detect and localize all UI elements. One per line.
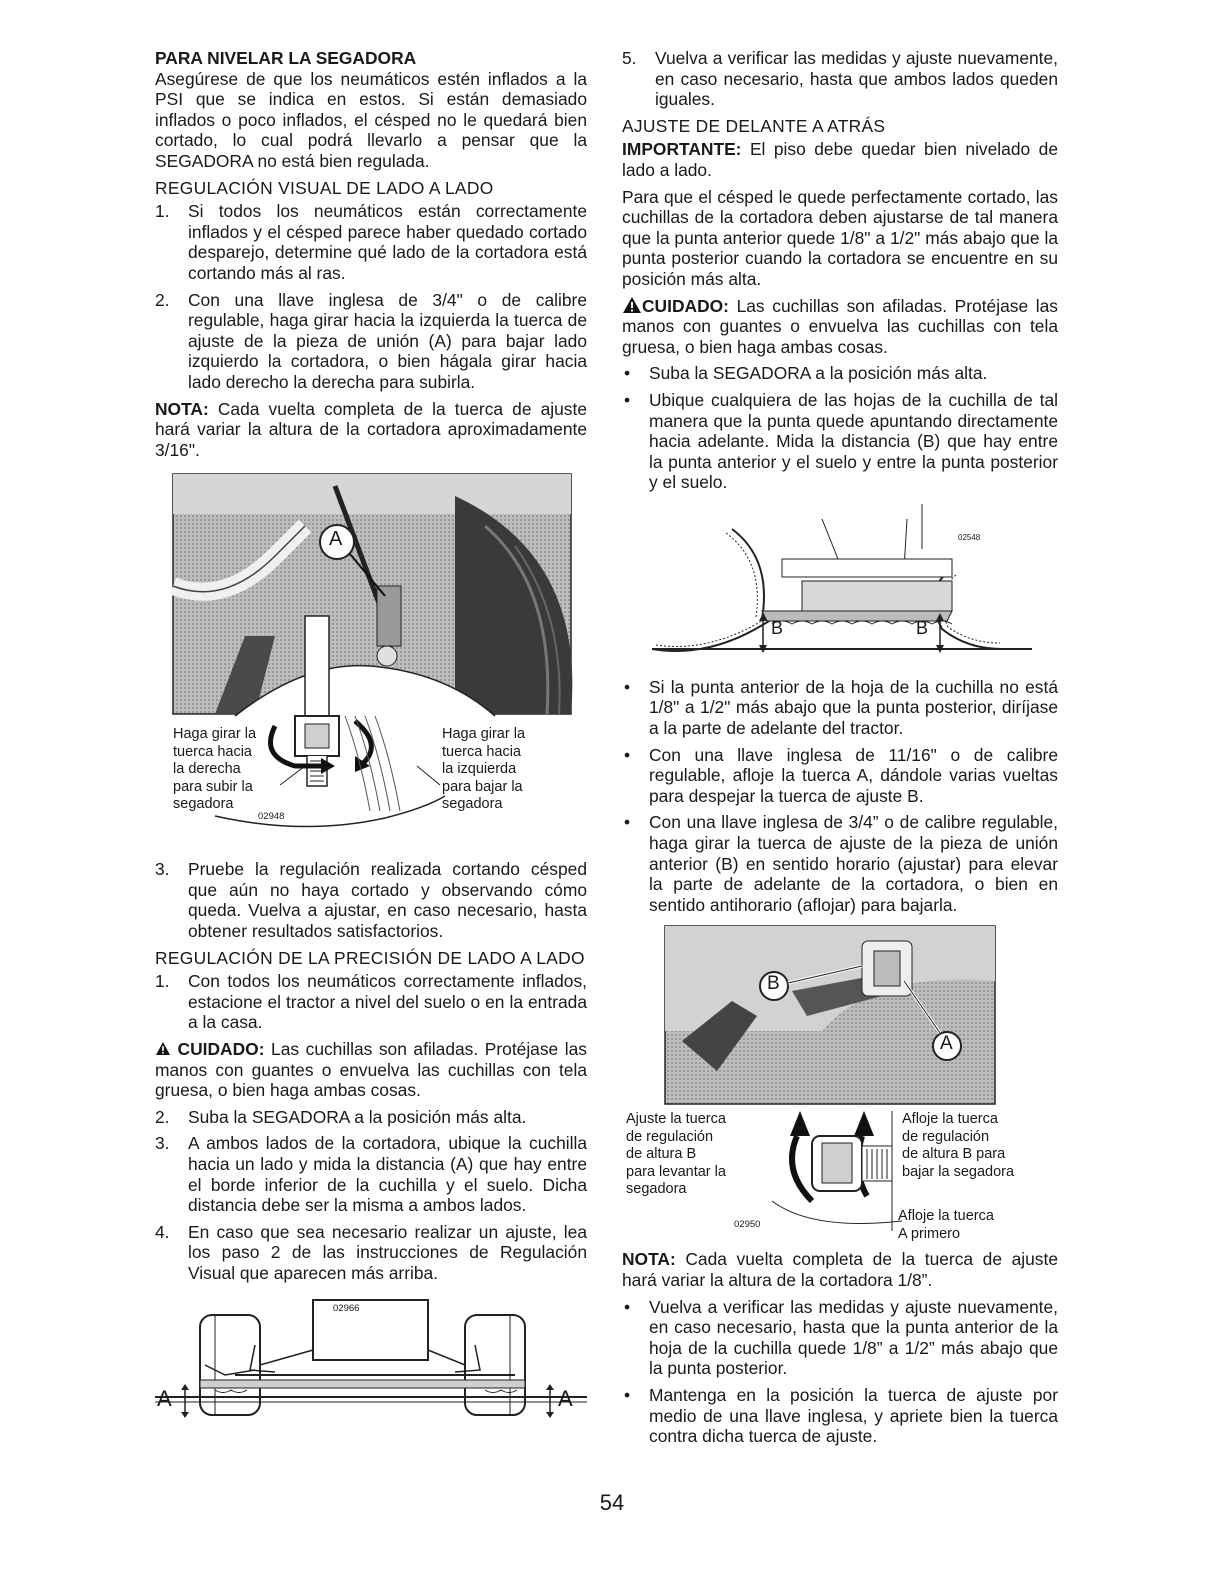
precision-step-3: 3. A ambos lados de la cortadora, ubique la cuchilla hacia un lado y mida la distancia (A) que hay entre el borde inferior de la cuchilla y el suelo. Dicha distancia debe ser la misma a ambos lados. (155, 1133, 587, 1216)
tractor-side-illustration (622, 499, 1058, 669)
precision-step-4: 4. En caso que sea necesario realizar un ajuste, lea los paso 2 de las instrucciones de Regulación Visual que aparecen más arriba. (155, 1221, 587, 1283)
right-column (622, 48, 1058, 1453)
fig3-code: 02548 (958, 532, 981, 542)
fig3-label-left: B (771, 617, 784, 638)
fig2-label-left: A (157, 1385, 172, 1411)
warning-icon (155, 1041, 171, 1056)
left-column (155, 48, 587, 1443)
blade-tip-figure (622, 499, 1058, 669)
bullet-item: • Ubique cualquiera de las hojas de la cuchilla de tal manera que la punta quede apuntando directamente hacia adelante. Mida la distancia (B) que hay entre la punta anterior y el suelo y entre la punta posterior y el suelo. (624, 389, 1058, 493)
fig4-callout-a: A (940, 1033, 953, 1055)
fig1-right-caption: Haga girar la tuerca hacia la izquierda para bajar la segadora (442, 726, 526, 813)
visual-step-1: 1. Si todos los neumáticos están correctamente inflados y el césped parece haber quedado cortado desparejo, determine qué lado de la cortadora está cortando más al ras. (155, 201, 587, 283)
fig2-code: 02966 (333, 1302, 360, 1314)
fig4-callout-b: B (767, 973, 780, 995)
fig3-label-right: B (916, 617, 929, 638)
precision-step-2: 2. Suba la SEGADORA a la posición más alta. (155, 1106, 527, 1127)
fig4-code: 02950 (734, 1219, 761, 1231)
precision-step-5: 5. Vuelva a verificar las medidas y ajuste nuevamente, en caso necesario, hasta que ambos lados queden iguales. (622, 48, 1058, 110)
fig4-right-caption: Afloje la tuerca de regulación de altura B para bajar la segadora (902, 1111, 1015, 1180)
bullet-item: • Mantenga en la posición la tuerca de ajuste por medio de una llave inglesa, y apriete bien la tuerca contra dicha tuerca de ajuste. (624, 1384, 1058, 1447)
fig4-bottom-caption: Afloje la tuerca A primero (898, 1208, 994, 1242)
important-paragraph: IMPORTANTE: El piso debe quedar bien nivelado de lado a lado. (622, 139, 1058, 180)
front-linkage-figure (622, 921, 1058, 1241)
section-title: PARA NIVELAR LA SEGADORA (155, 48, 417, 68)
precision-heading: REGULACIÓN DE LA PRECISIÓN DE LADO A LADO (155, 947, 585, 968)
caution-paragraph-right: CUIDADO: Las cuchillas son afiladas. Protéjase las manos con guantes o envuelva las cuchillas con tela gruesa, o bien haga ambas cosas. (622, 295, 1058, 357)
bullet-item: • Suba la SEGADORA a la posición más alta. (624, 363, 988, 384)
caution-paragraph: CUIDADO: Las cuchillas son afiladas. Protéjase las manos con guantes o envuelva las cuchillas con tela gruesa, o bien haga ambas cosas. (155, 1039, 587, 1101)
note-paragraph: NOTA: Cada vuelta completa de la tuerca de ajuste hará variar la altura de la cortadora aproximadamente 3/16". (155, 398, 587, 460)
front-back-heading: AJUSTE DE DELANTE A ATRÁS (622, 115, 886, 136)
precision-step-1: 1. Con todos los neumáticos correctamente inflados, estacione el tractor a nivel del suelo o en la entrada a la casa. (155, 971, 587, 1033)
fig1-left-caption: Haga girar la tuerca hacia la derecha para subir la segadora (173, 726, 257, 813)
deck-front-illustration (155, 1290, 587, 1435)
bullet-item: • Vuelva a verificar las medidas y ajuste nuevamente, en caso necesario, hasta que la punta anterior de la hoja de la cuchilla quede 1/8” a 1/2” más abajo que la punta posterior. (624, 1296, 1058, 1379)
visual-step-3: 3. Pruebe la regulación realizada cortando césped que aún no haya cortado y observando cómo queda. Vuelva a ajustar, en caso necesario, hasta obtener resultados satisfactorios. (155, 859, 587, 942)
bullet-item: • Si la punta anterior de la hoja de la cuchilla no está 1/8" a 1/2" más abajo que la punta posterior, diríjase a la parte de adelante del tractor. (624, 676, 1058, 739)
blade-tip-paragraph: Para que el césped le quede perfectamente cortado, las cuchillas de la cortadora deben ajustarse de tal manera que la punta anterior quede 1/8" a 1/2" más abajo que la punta posterior cuando la cortadora se encuentre en su posición más alta. (622, 186, 1058, 289)
bullet-item: • Con una llave inglesa de 11/16" o de calibre regulable, afloje la tuerca A, dándole varias vueltas para despejar la tuerca de ajuste B. (624, 744, 1058, 806)
fig1-callout-a: A (329, 528, 343, 551)
fig2-label-right: A (558, 1385, 573, 1411)
deck-side-figure (155, 1290, 587, 1435)
intro-paragraph: Asegúrese de que los neumáticos estén inflados a la PSI que se indica en estos. Si están demasiado inflados o poco inflados, el césped no le quedará bien cortado, lo cual podrá llevarlo a pensar que la SEGADORA no está bien regulada. (155, 68, 587, 171)
bullet-item: • Con una llave inglesa de 3/4” o de calibre regulable, haga girar la tuerca de ajuste de la pieza de unión anterior (B) en sentido horario (ajustar) para elevar la parte de adelante de la cortadora, o bien en sentido antihorario (aflojar) para bajarla. (624, 812, 1058, 915)
page-number: 54 (599, 1490, 625, 1515)
linkage-nut-figure (155, 466, 587, 851)
note-paragraph-right: NOTA: Cada vuelta completa de la tuerca de ajuste hará variar la altura de la cortadora 1/8”. (622, 1249, 1058, 1290)
visual-regulation-heading: REGULACIÓN VISUAL DE LADO A LADO (155, 177, 494, 198)
visual-step-2: 2. Con una llave inglesa de 3/4" o de calibre regulable, haga girar hacia la izquierda la tuerca de ajuste de la pieza de unión (A) para bajar lado izquierdo la cortadora, o bien hágala girar hacia lado derecho la derecha para subirla. (155, 289, 587, 392)
warning-icon (622, 296, 642, 314)
fig1-code: 02948 (258, 811, 285, 823)
fig4-left-caption: Ajuste la tuerca de regulación de altura B para levantar la segadora (626, 1111, 726, 1198)
